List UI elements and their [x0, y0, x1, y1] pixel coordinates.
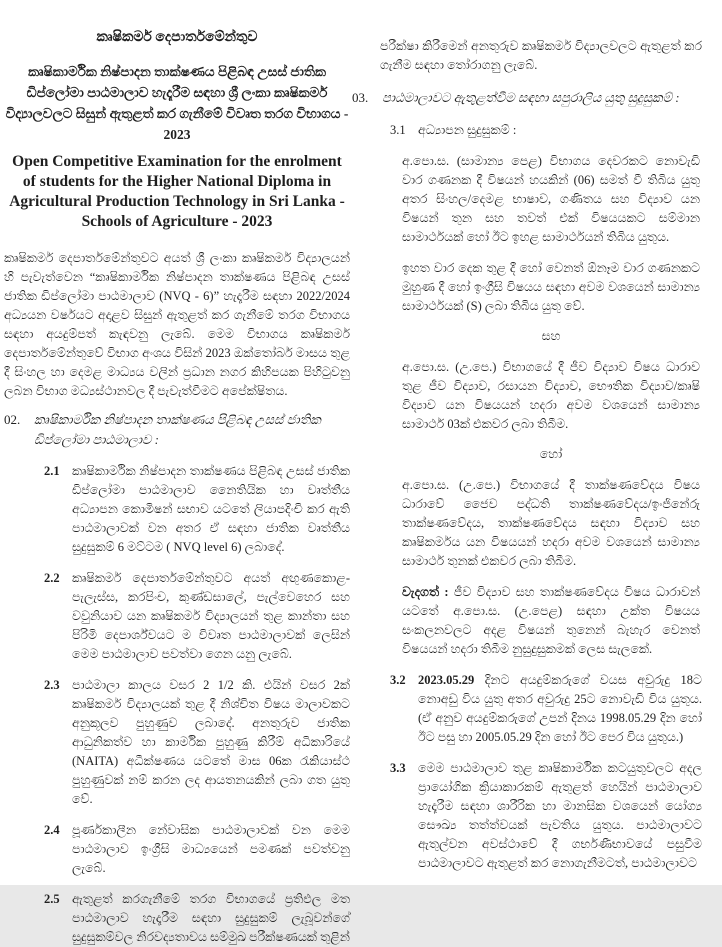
item-2-3-text: පාඨමාලා කාලය වසර 2 1/2 කි. එයින් වසර 2ක් කෘෂිකර්ම විද්‍යාලයක් තුළ දී නිශ්චිත විෂය මාලාවකට අනුකූලව පුහුණුව ලබාදේ. අනතුරුව ජාතික ආධුනිකත්ව හා කාර්මික පුහුණු කිරීම් අධිකාරියේ (NAITA) අධීක්ෂණය යටතේ මාස 06ක රැකියාස්ථ පුහුණුවක් නම් කරන ලද ආයතනයකින් ලබා ගත යුතු වේ.: [72, 678, 350, 806]
item-3-1-heading-text: අධ්‍යාපන සුදුසුකම් :: [418, 123, 517, 137]
item-3-3-text: මෙම පාඨමාලාව තුළ කෘෂිකාර්මික කටයුතුවලට අදල ප්‍රායෝගික ක්‍රියාකාරකම් ඇතුළත් හෙයින් පාඨමාලාව හැදෑරීම සඳහා ශාරීරික හා මානසික වශයෙන් යෝග්‍ය සෞඛ්‍ය තත්ත්වයක් පැවතිය යුතුය. පාඨමාලාවට ඇතුල්වන අවස්ථාවේ දී ගර්භණීභාවයේ පසුවීම පාඨමාලාවට ඇතුළත් කර නොගැනීමටත්, පාඨමාලාවට: [418, 761, 702, 870]
continuation-paragraph: පරීක්ෂා කිරීමෙන් අනතුරුව කෘෂිකර්ම විද්‍යාලවලට ඇතුළත් කර ගැනීම සඳහා තෝරාගනු ලැබේ.: [380, 39, 702, 72]
item-3-3: [390, 759, 702, 873]
item-2-2-text: කෘෂිකර්ම දෙපාර්තමේන්තුවට අයත් අඟුණකොළ-පැලැස්ස, කරපිංච, කුණ්ඩසාලේ, පැල්වෙහෙර සහ වවුනියාව යන කෘෂිකර්ම විද්‍යාලයන් තුළ කාන්තා සහ පිරිමි දෙපාර්ශ්වයට ම විවෘත පාඨමාලාවක් ලෙසින් මෙම පාඨමාලාව පවත්වා ගෙන යනු ලැබේ.: [72, 571, 350, 661]
item-2-3: [44, 676, 350, 809]
intro-paragraph: කෘෂිකර්ම දෙපාර්තමේන්තුවට අයත් ශ්‍රී ලංකා කෘෂිකර්ම විද්‍යාලයන් හි පැවැත්වෙන “කෘෂිකාර්මික නිෂ්පාදන තාක්ෂණය පිළිබඳ උසස් ජාතික ඩිප්ලෝමා පාඨමාලාව (NVQ - 6)” හැදෑරීම සඳහා 2022/2024 අධ්‍යයන වර්ෂයට අදාළව සිසුන් ඇතුළත් කර ගැනීමේ තරග විභාගය සඳහා අයදුම්පත් කැඳවනු ලැබේ. මෙම විභාගය කෘෂිකර්ම දෙපාර්තමේන්තුවේ විභාග අංශය විසින් 2023 ඔක්තෝබර් මාසය තුළ දී සිංහල හා දෙමළ මාධ්‍යය වලින් ප්‍රධාන නගර කිහිපයක පිහිටුවනු ලබන විභාග මධ්‍යස්ථානවල දී පැවැත්වීමට අපේක්ෂිතය.: [4, 251, 350, 398]
item-2-5: [44, 890, 350, 947]
qualification-ol-paragraph: අ.පො.ස. (සාමාන්‍ය පෙළ) විභාගය දෙවරකට නොවැඩි වාර ගණනක දී විෂයන් හයකින් (06) සමත් වී තිබිය යුතු අතර සිංහල/දෙමළ භාෂාව, ගණිතය සහ විද්‍යාව යන විෂයන් තුන සහ තවත් එක් විෂයයකට සම්මාන සාමාර්ථයක් හෝ ඊට ඉහළ සාමාර්ථයන් තිබිය යුතුය.: [402, 154, 700, 244]
right-column: [352, 0, 702, 873]
section-02-heading-text: කෘෂිකාර්මික නිෂ්පාදන තාක්ෂණය පිළිබඳ උසස් ජාතික ඩිප්ලෝමා පාඨමාලාව :: [34, 412, 321, 447]
qualification-al-bio-paragraph: අ.පො.ස. (උ.පෙ.) විභාගයේ දී ජීව විද්‍යාව විෂය ධාරාව තුළ ජීව විද්‍යාව, රසායන විද්‍යාව, භෞතික විද්‍යාව/කෘෂි විද්‍යාව යන විෂයයන් හදරා අවම වශයෙන් සාමාන්‍ය සාමාර්ථ 03ක් එකවර ලබා තිබීම.: [402, 360, 700, 431]
connector-or: හෝ: [539, 447, 563, 461]
item-3-3-number: 3.3: [390, 761, 406, 775]
item-2-1-number: 2.1: [44, 464, 60, 478]
left-column: [4, 0, 350, 947]
item-2-4-text: පූර්ණකාලීන නේවාසික පාඨමාලාවක් වන මෙම පාඨමාලාව ඉංග්‍රීසි මාධ්‍යයෙන් පමණක් පවත්වනු ලැබේ.: [72, 823, 350, 875]
item-2-1: [44, 462, 350, 557]
department-title: කෘෂිකර්ම දෙපාර්තමේන්තුව: [96, 30, 258, 45]
item-3-2-text: [418, 671, 702, 747]
qualification-english-paragraph: ඉහත වාර දෙක තුළ දී හෝ වෙනත් ඕනෑම වාර ගණනකට මුහුණ දී හෝ ඉංග්‍රීසි විෂයය සඳහා අවම වශයෙන් සාමාන්‍ය සාමාර්ථයක් (S) ලබා තිබිය යුතු වේ.: [402, 261, 700, 313]
item-2-4-number: 2.4: [44, 823, 60, 837]
item-2-1-text: කෘෂිකාර්මික නිෂ්පාදන තාක්ෂණය පිළිබඳ උසස් ජාතික ඩිප්ලෝමා පාඨමාලාව නෛතියික හා වෘත්තීය අධ්‍යාපන කොමිෂන් සභාව යටතේ ලියාපදිංචි කර ඇති පාඨමාලාවක් වන අතර ඒ සඳහා ජාතික වෘත්තීය සුදුසුකම් 6 මට්ටම ( NVQ level 6) ලබාදේ.: [72, 464, 350, 554]
item-2-5-number: 2.5: [44, 892, 60, 906]
item-3-2: [390, 671, 702, 747]
connector-and: සහ: [541, 329, 561, 343]
item-3-1-heading: [390, 121, 702, 140]
section-02-number: 02.: [4, 412, 21, 427]
notice-title-sinhala: කෘෂිකාර්මික නිෂ්පාදන තාක්ෂණය පිළිබඳ උසස් ජාතික ඩිප්ලෝමා පාඨමාලාව හැදෑරීම සඳහා ශ්‍රී ලංකා කෘෂිකර්ම විද්‍යාලවලට සිසුන් ඇතුළත් කර ගැනීමේ විවෘත තරග විභාගය - 2023: [5, 64, 349, 142]
item-3-2-date: 2023.05.29: [418, 673, 475, 687]
important-note-paragraph: [402, 583, 700, 659]
item-3-1-number: 3.1: [390, 123, 406, 137]
qualification-al-tech-paragraph: අ.පො.ස. (උ.පෙ.) විභාගයේ දී තාක්ෂණවේදය විෂය ධාරාවේ ජෛව පද්ධති තාක්ෂණවේදය/ඉංජිනේරු තාක්ෂණවේදය, තාක්ෂණවේදය සඳහා විද්‍යාව සහ කෘෂිකර්මය යන විෂයයන් හදරා අවම වශයෙන් සාමාන්‍ය සාමාර්ථ තුනක් එකවර ලබා තිබීම.: [402, 478, 700, 568]
section-03-heading-text: පාඨමාලාවට ඇතුළත්වීම සඳහා සපුරාලිය යුතු සුදුසුකම් :: [382, 90, 680, 105]
item-3-2-text-after-date: දිනට අයදුම්කරුගේ වයස අවුරුදු 18ට නොඅඩු විය යුතු අතර අවුරුදු 25ට නොවැඩි විය යුතුය. (ඒ අනුව අයදුම්කරුගේ උපන් දිනය 1998.05.29 දින හෝ ඊට පසු හා 2005.05.29 දින හෝ ඊට පෙර විය යුතුය.): [418, 673, 702, 744]
item-2-3-number: 2.3: [44, 678, 60, 692]
item-3-2-number: 3.2: [390, 673, 406, 687]
item-2-4: [44, 821, 350, 878]
item-2-5-text: ඇතුළත් කරගැනීමේ තරග විභාගයේ ප්‍රතිඵල මත පාඨමාලාව හැදෑරීම සඳහා සුදුසුකම් ලැබූවන්ගේ සුදුසුකම්වල නිරවද්‍යතාවය සම්මුඛ පරීක්ෂණයක් තුළින්: [72, 892, 350, 944]
item-2-2-number: 2.2: [44, 571, 60, 585]
important-note-label: වැදගත් :: [402, 585, 449, 599]
important-note-text: ජීව විද්‍යාව සහ තාක්ෂණවේදය විෂය ධාරාවන් යටතේ අ.පො.ස. (උ.පෙළ) සඳහා උක්ත විෂයය සංකලනවලට අදළ විෂයන් තුනෙන් බැහැර වෙනත් විෂයයන් හදරා තිබීම නුසුදුසුකමක් ලෙස සැලකේ.: [402, 585, 700, 656]
notice-title-english: Open Competitive Examination for the enrolment of students for the Higher National Diploma in Agricultural Production Technology in Sri Lanka - Schools of Agriculture - 2023: [9, 153, 345, 230]
section-03-heading: [352, 88, 702, 108]
section-03-number: 03.: [352, 90, 369, 105]
section-02-heading: [4, 410, 350, 450]
item-2-2: [44, 569, 350, 664]
